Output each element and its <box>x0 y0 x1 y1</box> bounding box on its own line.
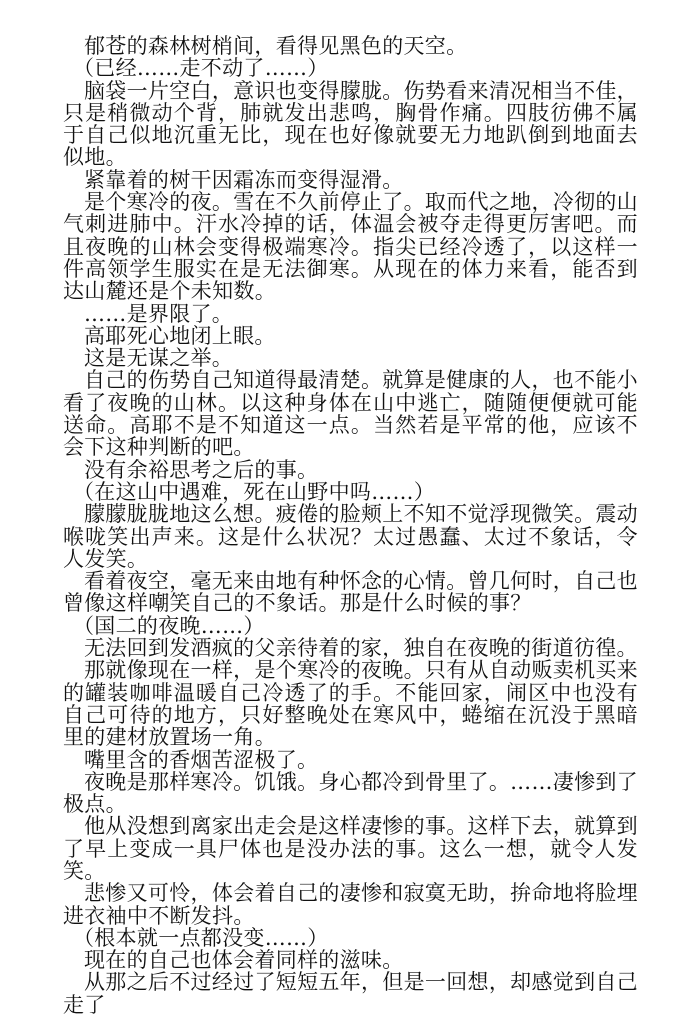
paragraph: 他从没想到离家出走会是这样凄惨的事。这样下去，就算到了早上变成一具尸体也是没办法的事。这么一想，就令人发笑。 <box>63 814 638 883</box>
thought-paragraph: （国二的夜晚……） <box>73 613 265 638</box>
paragraph: 脑袋一片空白，意识也变得朦胧。伤势看来清况相当不佳，只是稍微动个背，肺就发出悲鸣，胸骨作痛。四肢彷佛不属于自己似地沉重无比，现在也好像就要无力地趴倒到地面去似地。 <box>63 78 638 170</box>
paragraph: ……是界限了。 <box>84 301 234 326</box>
paragraph: 夜晚是那样寒冷。饥饿。身心都冷到骨里了。……凄惨到了极点。 <box>63 769 638 817</box>
thought-paragraph: （已经……走不动了……） <box>73 56 329 81</box>
paragraph: 自己的伤势自己知道得最清楚。就算是健康的人，也不能小看了夜晚的山林。以这种身体在山中逃亡，随随便便就可能送命。高耶不是不知道这一点。当然若是平常的他，应该不会下这种判断的吧。 <box>63 368 638 460</box>
document-page <box>63 35 638 1016</box>
thought-paragraph: （根本就一点都没变……） <box>73 925 329 950</box>
paragraph: 这是无谋之举。 <box>84 346 234 371</box>
paragraph: 朦朦胧胧地这么想。疲倦的脸颊上不知不觉浮现微笑。震动喉咙笑出声来。这是什么状况？太过愚蠢、太过不象话，令人发笑。 <box>63 502 638 571</box>
paragraph: 郁苍的森林树梢间，看得见黑色的天空。 <box>84 34 468 58</box>
thought-paragraph: （在这山中遇难，死在山野中吗……） <box>73 479 436 504</box>
paragraph: 悲惨又可怜，体会着自己的凄惨和寂寞无助，拚命地将脸埋进衣袖中不断发抖。 <box>63 881 638 928</box>
paragraph: 没有余裕思考之后的事。 <box>84 457 319 482</box>
paragraph: 是个寒冷的夜。雪在不久前停止了。取而代之地，冷彻的山气刺进肺中。汗水冷掉的话，体温会被夺走得更厉害吧。而且夜晚的山林会变得极端寒冷。指尖已经冷透了，以这样一件高领学生服实在是无法御寒。从现在的体力来看，能否到达山麓还是个未知数。 <box>63 190 638 304</box>
paragraph: 那就像现在一样，是个寒冷的夜晚。只有从自动贩卖机买来的罐装咖啡温暖自己冷透了的手。不能回家，闹区中也没有自己可待的地方，只好整晚处在寒风中，蜷缩在沉没于黑暗里的建材放置场一角。 <box>63 658 638 750</box>
paragraph: 从那之后不过经过了短短五年，但是一回想，却感觉到自己走了 <box>63 970 638 1017</box>
paragraph: 无法回到发酒疯的父亲待着的家，独自在夜晚的街道彷徨。 <box>84 636 638 661</box>
paragraph: 高耶死心地闭上眼。 <box>84 323 276 348</box>
paragraph: 嘴里含的香烟苦涩极了。 <box>84 747 319 772</box>
paragraph: 现在的自己也体会着同样的滋味。 <box>84 948 404 973</box>
paragraph: 看着夜空，毫无来由地有种怀念的心情。曾几何时，自己也曾像这样嘲笑自己的不象话。那是什么时候的事？ <box>63 569 638 616</box>
paragraph: 紧靠着的树干因霜冻而变得湿滑。 <box>84 167 404 192</box>
